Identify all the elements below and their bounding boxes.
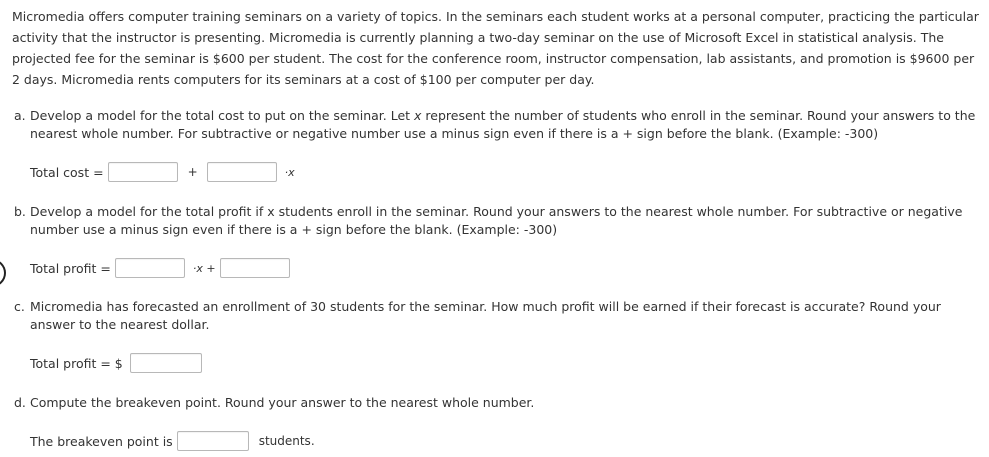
students-suffix: students. [258, 434, 315, 448]
total-cost-coefficient-input[interactable] [207, 162, 277, 182]
total-profit-label: Total profit = [30, 260, 111, 276]
question-b [14, 203, 986, 239]
problem-intro: Micromedia offers computer training seminars on a variety of topics. In the seminars each student works at a personal computer, practicing the particular activity that the instructor is presenting. Micromedia is currently planning a two-day seminar on the use of Microsoft Excel in statistical analysis. The projected fee for the seminar is $600 per student. The cost for the conference room, instructor compensation, lab assistants, and promotion is $9600 per 2 days. Micromedia rents computers for its seminars at a cost of $100 per computer per day. [12, 9, 979, 87]
answer-row-b [30, 256, 290, 280]
side-bracket-marker [0, 259, 6, 287]
total-cost-label: Total cost = [30, 164, 104, 180]
question-d-text: Compute the breakeven point. Round your answer to the nearest whole number. [30, 395, 535, 410]
question-c [14, 298, 986, 334]
question-b-text: Develop a model for the total profit if x students enroll in the seminar. Round your answers to the nearest whole number. For subtractive or negative number use a minus sign even if there is a + sign before the blank. (Example: -300) [30, 204, 963, 237]
total-profit-coefficient-input[interactable] [115, 258, 185, 278]
times-x-suffix: ·x [284, 165, 295, 179]
total-cost-constant-input[interactable] [108, 162, 178, 182]
plus-sign: + [187, 165, 198, 179]
question-d-letter: d. [14, 395, 26, 410]
question-c-letter: c. [14, 299, 25, 314]
times-x-plus: ·x + [192, 261, 216, 275]
question-d [14, 394, 986, 412]
breakeven-input[interactable] [177, 431, 249, 451]
answer-row-c [30, 351, 202, 375]
breakeven-label: The breakeven point is [30, 433, 173, 449]
question-c-text: Micromedia has forecasted an enrollment of 30 students for the seminar. How much profit will be earned if their forecast is accurate? Round your answer to the nearest dollar. [30, 299, 941, 332]
question-a-letter: a. [14, 108, 26, 123]
question-a [14, 107, 986, 143]
total-profit-constant-input[interactable] [220, 258, 290, 278]
forecast-profit-input[interactable] [130, 353, 202, 373]
question-b-letter: b. [14, 204, 26, 219]
total-profit-dollar-label: Total profit = $ [30, 355, 123, 371]
answer-row-a [30, 160, 301, 184]
answer-row-d [30, 429, 321, 453]
variable-x: x [414, 108, 422, 123]
question-a-text: Develop a model for the total cost to put on the seminar. Let x represent the number of students who enroll in the seminar. Round your answers to the nearest whole number. For subtractive or negative number use a minus sign even if there is a + sign before the blank. (Example: -300) [30, 108, 976, 141]
